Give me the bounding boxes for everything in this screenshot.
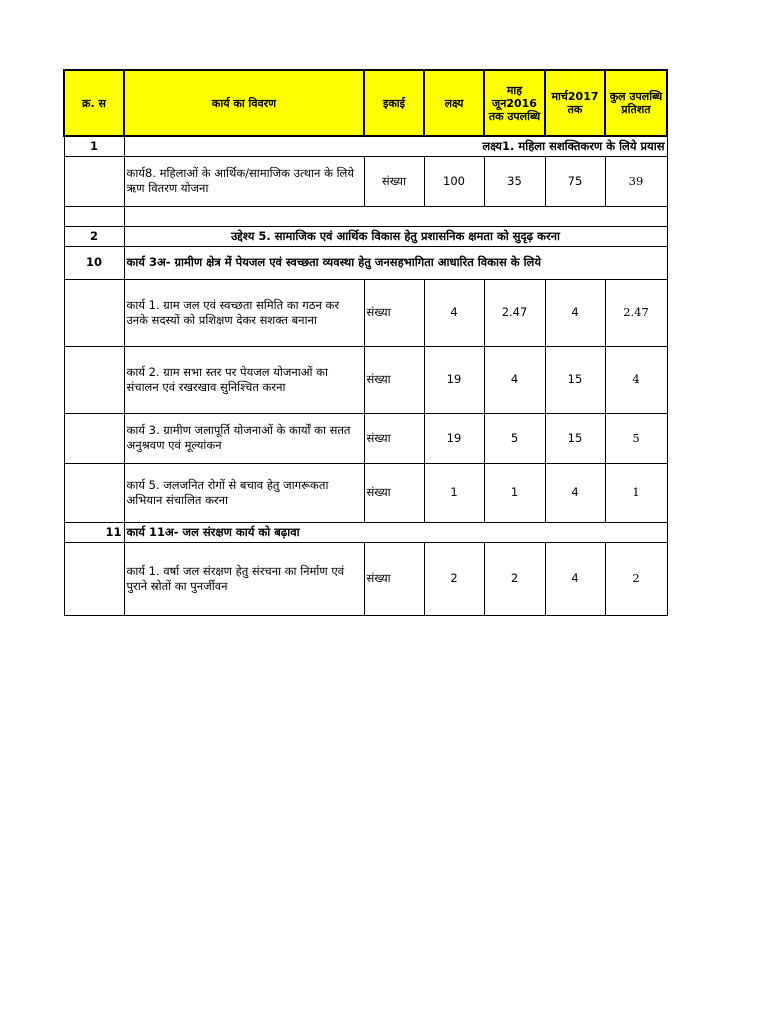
row-no: 1: [64, 136, 124, 156]
target-2017-cell: 15: [545, 413, 605, 463]
target-2017-cell: 4: [545, 542, 605, 615]
activity-cell: कार्य8. महिलाओं के आर्थिक/सामाजिक उत्थान के लिये ऋण वितरण योजना: [124, 156, 364, 206]
header-col-activity: कार्य का विवरण: [124, 70, 364, 136]
achieved-cell: 39: [605, 156, 667, 206]
achieved-cell: 5: [605, 413, 667, 463]
header-row: [64, 70, 667, 136]
row-no: [64, 346, 124, 413]
table-row: [64, 542, 667, 615]
target-2017-cell: 15: [545, 346, 605, 413]
section-row: [64, 136, 667, 156]
table-row: [64, 463, 667, 522]
header-col-target: लक्ष्य: [424, 70, 484, 136]
blank-cell: [124, 206, 667, 226]
row-no: 10: [64, 246, 124, 279]
unit-cell: संख्या: [364, 279, 424, 346]
achieved-cell: 4: [605, 346, 667, 413]
target-cell: 100: [424, 156, 484, 206]
row-no: [64, 413, 124, 463]
row-no: [64, 279, 124, 346]
section-title: उद्देश्य 5. सामाजिक एवं आर्थिक विकास हेतु प्रशासनिक क्षमता को सुदृढ़ करना: [124, 226, 667, 246]
unit-cell: संख्या: [364, 156, 424, 206]
target-2017-cell: 4: [545, 463, 605, 522]
activity-cell: कार्य 5. जलजनित रोगों से बचाव हेतु जागरूकता अभियान संचालित करना: [124, 463, 364, 522]
row-no: [64, 156, 124, 206]
row-no: [64, 463, 124, 522]
target-cell: 1: [424, 463, 484, 522]
target-2017-cell: 75: [545, 156, 605, 206]
unit-cell: संख्या: [364, 413, 424, 463]
achieved-cell: 2.47: [605, 279, 667, 346]
table-row: [64, 156, 667, 206]
section-row: [64, 522, 667, 542]
achieved-2016-cell: 2: [484, 542, 545, 615]
blank-cell: [64, 206, 124, 226]
section-row: [64, 226, 667, 246]
target-cell: 19: [424, 413, 484, 463]
achieved-cell: 1: [605, 463, 667, 522]
section-title: लक्ष्य1. महिला सशक्तिकरण के लिये प्रयास: [124, 136, 667, 156]
table-row: [64, 346, 667, 413]
target-2017-cell: 4: [545, 279, 605, 346]
activity-cell: कार्य 3. ग्रामीण जलापूर्ति योजनाओं के कार्यों का सतत अनुश्रवण एवं मूल्यांकन: [124, 413, 364, 463]
achieved-cell: 2: [605, 542, 667, 615]
blank-row: [64, 206, 667, 226]
unit-cell: संख्या: [364, 542, 424, 615]
achieved-2016-cell: 5: [484, 413, 545, 463]
header-col-no: क्र. स: [64, 70, 124, 136]
achieved-2016-cell: 35: [484, 156, 545, 206]
row-no: 2: [64, 226, 124, 246]
section-row: [64, 246, 667, 279]
activity-cell: कार्य 2. ग्राम सभा स्तर पर पेयजल योजनाओं का संचालन एवं रखरखाव सुनिश्चित करना: [124, 346, 364, 413]
achieved-2016-cell: 2.47: [484, 279, 545, 346]
row-no: 11: [64, 522, 124, 542]
row-no: [64, 542, 124, 615]
header-col-unit: इकाई: [364, 70, 424, 136]
target-cell: 4: [424, 279, 484, 346]
section-title: कार्य 11अ- जल संरक्षण कार्य को बढ़ावा: [124, 522, 667, 542]
progress-table: [63, 69, 668, 616]
unit-cell: संख्या: [364, 463, 424, 522]
unit-cell: संख्या: [364, 346, 424, 413]
table-row: [64, 279, 667, 346]
activity-cell: कार्य 1. वर्षा जल संरक्षण हेतु संरचना का निर्माण एवं पुराने स्रोतों का पुनर्जीवन: [124, 542, 364, 615]
header-col-achieved-2016: माह जून2016 तक उपलब्धि: [484, 70, 545, 136]
achieved-2016-cell: 1: [484, 463, 545, 522]
target-cell: 19: [424, 346, 484, 413]
header-col-target-2017: मार्च2017 तक: [545, 70, 605, 136]
activity-cell: कार्य 1. ग्राम जल एवं स्वच्छता समिति का गठन कर उनके सदस्यों को प्रशिक्षण देकर सशक्त बनाना: [124, 279, 364, 346]
table-row: [64, 413, 667, 463]
achieved-2016-cell: 4: [484, 346, 545, 413]
section-title: कार्य 3अ- ग्रामीण क्षेत्र में पेयजल एवं स्वच्छता व्यवस्था हेतु जनसहभागिता आधारित विकास के लिये: [124, 246, 667, 279]
target-cell: 2: [424, 542, 484, 615]
header-col-achieved-percent: कुल उपलब्धि प्रतिशत: [605, 70, 667, 136]
